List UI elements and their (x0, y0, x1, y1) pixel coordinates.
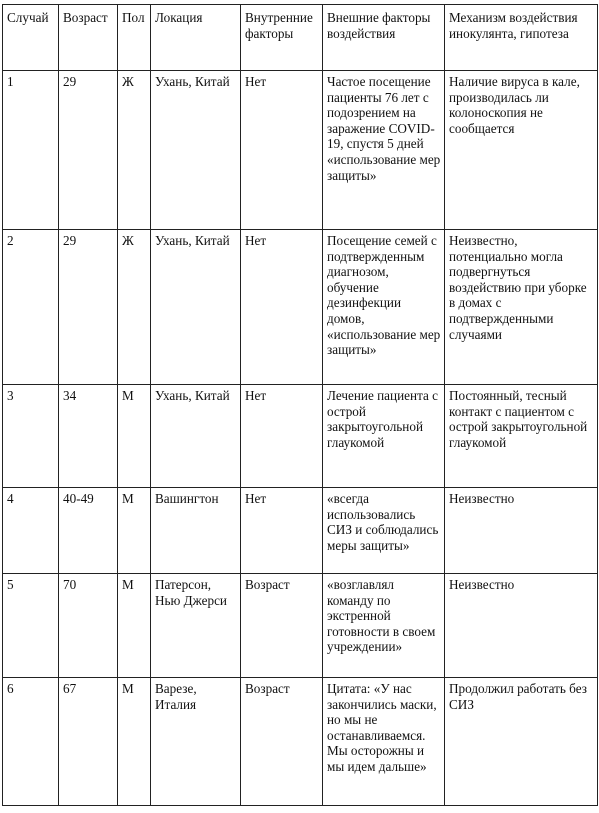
cell-age: 67 (59, 678, 118, 806)
header-external-factors: Внешние факторы воздействия (323, 5, 445, 71)
header-mechanism: Механизм воздействия инокулянта, гипотеза (445, 5, 598, 71)
header-location: Локация (151, 5, 241, 71)
cell-internal: Нет (241, 488, 323, 574)
cell-sex: М (118, 385, 151, 488)
header-age: Возраст (59, 5, 118, 71)
table-row (3, 678, 598, 806)
cell-location: Ухань, Китай (151, 385, 241, 488)
cell-internal: Нет (241, 385, 323, 488)
cell-internal: Нет (241, 230, 323, 385)
cell-external: Цитата: «У нас закончились маски, но мы не останавливаемся. Мы осторожны и мы идем дальше» (323, 678, 445, 806)
cell-external: «возглавлял команду по экстренной готовности в своем учреждении» (323, 574, 445, 678)
cell-age: 70 (59, 574, 118, 678)
cell-case: 1 (3, 71, 59, 230)
cell-location: Варезе, Италия (151, 678, 241, 806)
table-row (3, 488, 598, 574)
cell-case: 5 (3, 574, 59, 678)
cell-sex: Ж (118, 71, 151, 230)
cell-internal: Возраст (241, 678, 323, 806)
header-internal-factors: Внутренние факторы (241, 5, 323, 71)
cell-mechanism: Неизвестно, потенциально могла подвергнуться воздействию при уборке в домах с подтвержденными случаями (445, 230, 598, 385)
cell-external: Лечение пациента с острой закрытоугольной глаукомой (323, 385, 445, 488)
cell-age: 40-49 (59, 488, 118, 574)
table-row (3, 385, 598, 488)
cell-mechanism: Наличие вируса в кале, производилась ли колоноскопия не сообщается (445, 71, 598, 230)
cell-sex: М (118, 678, 151, 806)
cell-external: «всегда использовались СИЗ и соблюдались меры защиты» (323, 488, 445, 574)
cell-external: Посещение семей с подтвержденным диагнозом, обучение дезинфекции домов, «использование мер защиты» (323, 230, 445, 385)
cases-table (2, 4, 598, 806)
cell-sex: М (118, 574, 151, 678)
cell-case: 6 (3, 678, 59, 806)
cell-age: 29 (59, 71, 118, 230)
cell-location: Вашингтон (151, 488, 241, 574)
cell-case: 2 (3, 230, 59, 385)
header-sex: Пол (118, 5, 151, 71)
cell-case: 4 (3, 488, 59, 574)
cell-age: 29 (59, 230, 118, 385)
table-row (3, 230, 598, 385)
cell-mechanism: Продолжил работать без СИЗ (445, 678, 598, 806)
cell-internal: Возраст (241, 574, 323, 678)
cell-sex: М (118, 488, 151, 574)
cell-location: Ухань, Китай (151, 230, 241, 385)
header-case: Случай (3, 5, 59, 71)
table-row (3, 71, 598, 230)
cell-mechanism: Постоянный, тесный контакт с пациентом с острой закрытоугольной глаукомой (445, 385, 598, 488)
cell-location: Патерсон, Нью Джерси (151, 574, 241, 678)
cell-location: Ухань, Китай (151, 71, 241, 230)
cell-external: Частое посещение пациенты 76 лет с подозрением на заражение COVID-19, спустя 5 дней «использование мер защиты» (323, 71, 445, 230)
cell-age: 34 (59, 385, 118, 488)
table-row (3, 574, 598, 678)
cell-internal: Нет (241, 71, 323, 230)
cell-case: 3 (3, 385, 59, 488)
cell-mechanism: Неизвестно (445, 488, 598, 574)
cell-mechanism: Неизвестно (445, 574, 598, 678)
table-header-row (3, 5, 598, 71)
cell-sex: Ж (118, 230, 151, 385)
